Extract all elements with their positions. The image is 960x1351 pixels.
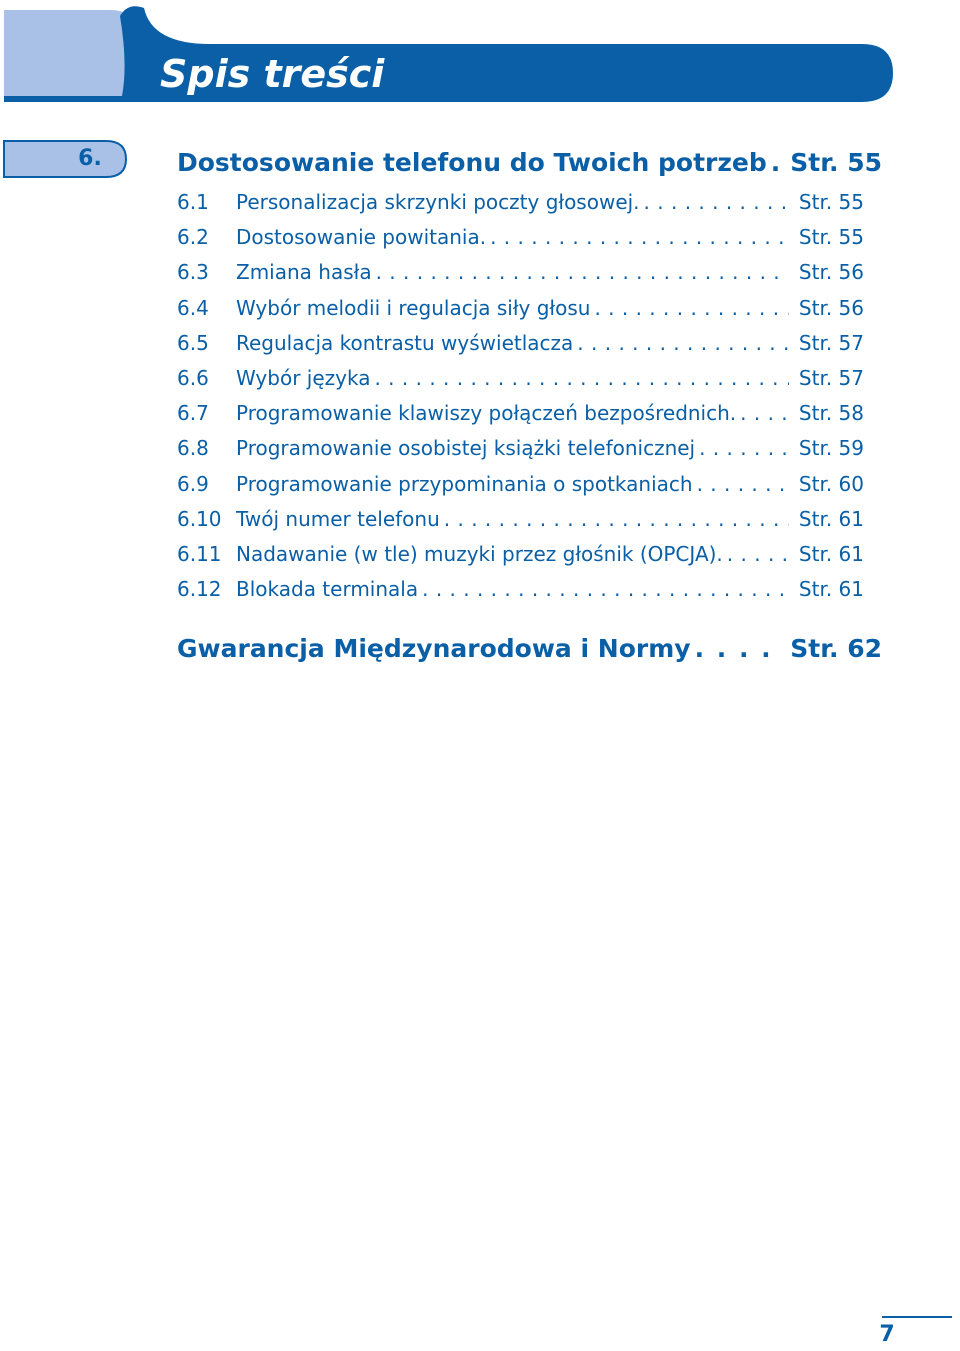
toc-item-page: Str. 61 (789, 572, 864, 607)
toc-item-page: Str. 59 (789, 431, 864, 466)
toc-item-title: Wybór melodii i regulacja siły głosu (236, 295, 591, 320)
toc-item-title: Personalizacja skrzynki poczty głosowej. (236, 190, 640, 214)
header-banner (0, 0, 960, 110)
toc-item-page: Str. 57 (789, 326, 864, 361)
toc-item[interactable] (177, 396, 864, 431)
toc-item-number: 6.6 (177, 365, 209, 390)
toc-leader-dots (372, 255, 789, 290)
header-band (4, 6, 893, 102)
toc-item-title: Dostosowanie powitania. (236, 225, 487, 250)
toc-item[interactable] (177, 502, 864, 537)
toc-item-number: 6.4 (177, 295, 209, 320)
toc-item-title: Zmiana hasła (236, 260, 372, 285)
toc-chapter-heading[interactable] (177, 143, 882, 183)
toc-item-number: 6.10 (177, 506, 222, 531)
toc-item-title: Wybór języka (236, 365, 371, 390)
toc-item-number: 6.12 (177, 577, 222, 602)
toc-item[interactable] (177, 431, 864, 466)
toc-item[interactable] (177, 326, 864, 361)
toc-leader-dots (573, 326, 789, 361)
toc-item-page: Str. 55 (789, 185, 864, 220)
toc-item[interactable] (177, 537, 864, 572)
toc-item-page: Str. 56 (789, 291, 864, 326)
toc-item-number: 6.1 (177, 190, 209, 214)
toc-warranty-page: Str. 62 (780, 629, 882, 669)
toc-item-title: Regulacja kontrastu wyświetlacza (236, 330, 574, 355)
page-number: 7 (879, 1322, 895, 1347)
page-title: Spis treści (160, 52, 385, 96)
header-tab-light (4, 10, 138, 102)
toc-item-title: Programowanie klawiszy połączeń bezpośrednich. (236, 401, 737, 426)
toc-item-number: 6.11 (177, 541, 222, 566)
toc-item[interactable] (177, 255, 864, 290)
toc-chapter-page: Str. 55 (780, 143, 882, 183)
footer-rule (882, 1316, 952, 1318)
toc-leader-dots (695, 431, 789, 466)
toc-item-title: Programowanie osobistej książki telefonicznej (236, 436, 696, 461)
toc-item-page: Str. 55 (789, 220, 864, 255)
toc-leader-dots (691, 629, 781, 669)
toc-warranty-heading[interactable] (177, 629, 882, 669)
toc-item-number: 6.9 (177, 471, 209, 496)
toc-item-page: Str. 58 (789, 396, 864, 431)
chapter-number: 6. (78, 146, 102, 171)
toc-item[interactable] (177, 361, 864, 396)
toc-item-number: 6.3 (177, 260, 209, 285)
toc-leader-dots (736, 396, 789, 431)
toc-leader-dots (440, 502, 789, 537)
toc-item-number: 6.8 (177, 436, 209, 461)
toc-item-page: Str. 61 (789, 502, 864, 537)
toc-item-title: Nadawanie (w tle) muzyki przez głośnik (OPCJA). (236, 541, 723, 566)
toc-leader-dots (767, 143, 781, 183)
toc-item-number: 6.2 (177, 225, 209, 250)
toc-leader-dots (640, 185, 789, 220)
toc-item-page: Str. 57 (789, 361, 864, 396)
toc-item[interactable] (177, 291, 864, 326)
toc-warranty-title: Gwarancja Międzynarodowa i Normy (177, 634, 691, 664)
toc-item[interactable] (177, 467, 864, 502)
table-of-contents (177, 143, 882, 669)
toc-item-number: 6.5 (177, 330, 209, 355)
toc-item-page: Str. 61 (789, 537, 864, 572)
toc-item[interactable] (177, 220, 864, 255)
toc-leader-dots (723, 537, 789, 572)
toc-item-number: 6.7 (177, 401, 209, 426)
toc-leader-dots (486, 220, 789, 255)
toc-item-title: Programowanie przypominania o spotkaniach (236, 471, 693, 496)
toc-chapter-title: Dostosowanie telefonu do Twoich potrzeb (177, 148, 767, 177)
toc-leader-dots (693, 467, 789, 502)
toc-leader-dots (418, 572, 789, 607)
toc-item-title: Blokada terminala (236, 577, 419, 602)
toc-leader-dots (590, 291, 788, 326)
toc-item-page: Str. 60 (789, 467, 864, 502)
toc-item-title: Twój numer telefonu (236, 506, 440, 531)
toc-item[interactable] (177, 185, 864, 220)
toc-item[interactable] (177, 572, 864, 607)
toc-leader-dots (370, 361, 788, 396)
toc-item-page: Str. 56 (789, 255, 864, 290)
